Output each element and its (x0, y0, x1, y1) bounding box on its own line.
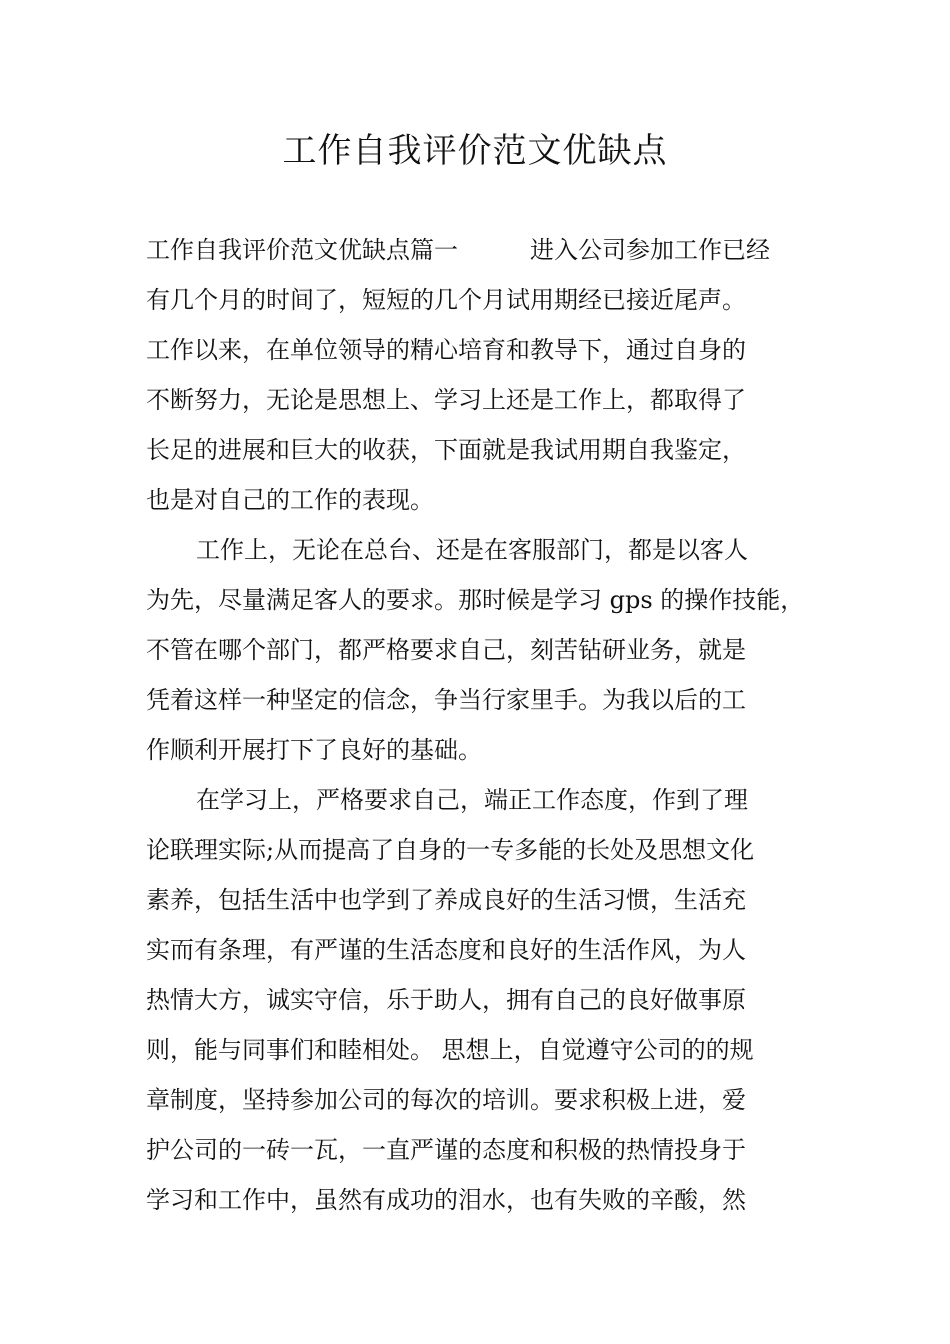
text-line: 也是对自己的工作的表现。 (146, 486, 434, 514)
text-line: 工作自我评价范文优缺点篇一 进入公司参加工作已经 (146, 236, 770, 264)
text-line: 长足的进展和巨大的收获，下面就是我试用期自我鉴定， (146, 436, 746, 464)
text-line: 论联理实际;从而提高了自身的一专多能的长处及思想文化 (146, 836, 755, 864)
text-line: 工作以来，在单位领导的精心培育和教导下，通过自身的 (146, 336, 746, 364)
paragraph-start-line: 在学习上，严格要求自己，端正工作态度，作到了理 (196, 786, 748, 814)
text-line: 凭着这样一种坚定的信念，争当行家里手。为我以后的工 (146, 686, 746, 714)
text-line: 护公司的一砖一瓦，一直严谨的态度和积极的热情投身于 (146, 1136, 746, 1164)
text-line: 素养，包括生活中也学到了养成良好的生活习惯，生活充 (146, 886, 746, 914)
text-line: 学习和工作中，虽然有成功的泪水，也有失败的辛酸，然 (146, 1186, 746, 1214)
document-title: 工作自我评价范文优缺点 (282, 131, 668, 171)
text-line: 不管在哪个部门，都严格要求自己，刻苦钻研业务，就是 (146, 636, 746, 664)
text-line: 实而有条理，有严谨的生活态度和良好的生活作风，为人 (146, 936, 746, 964)
text-line: 章制度，坚持参加公司的每次的培训。要求积极上进，爱 (146, 1086, 746, 1114)
paragraph-start-line: 工作上，无论在总台、还是在客服部门，都是以客人 (196, 536, 748, 564)
text-line: 为先，尽量满足客人的要求。那时候是学习 gps 的操作技能， (146, 586, 805, 614)
text-line: 则，能与同事们和睦相处。 思想上，自觉遵守公司的的规 (146, 1036, 754, 1064)
text-line: 不断努力，无论是思想上、学习上还是工作上，都取得了 (146, 386, 746, 414)
document-body (146, 225, 826, 1225)
text-line: 热情大方，诚实守信，乐于助人，拥有自己的良好做事原 (146, 986, 746, 1014)
text-line: 有几个月的时间了，短短的几个月试用期经已接近尾声。 (146, 286, 746, 314)
text-line: 作顺利开展打下了良好的基础。 (146, 736, 482, 764)
